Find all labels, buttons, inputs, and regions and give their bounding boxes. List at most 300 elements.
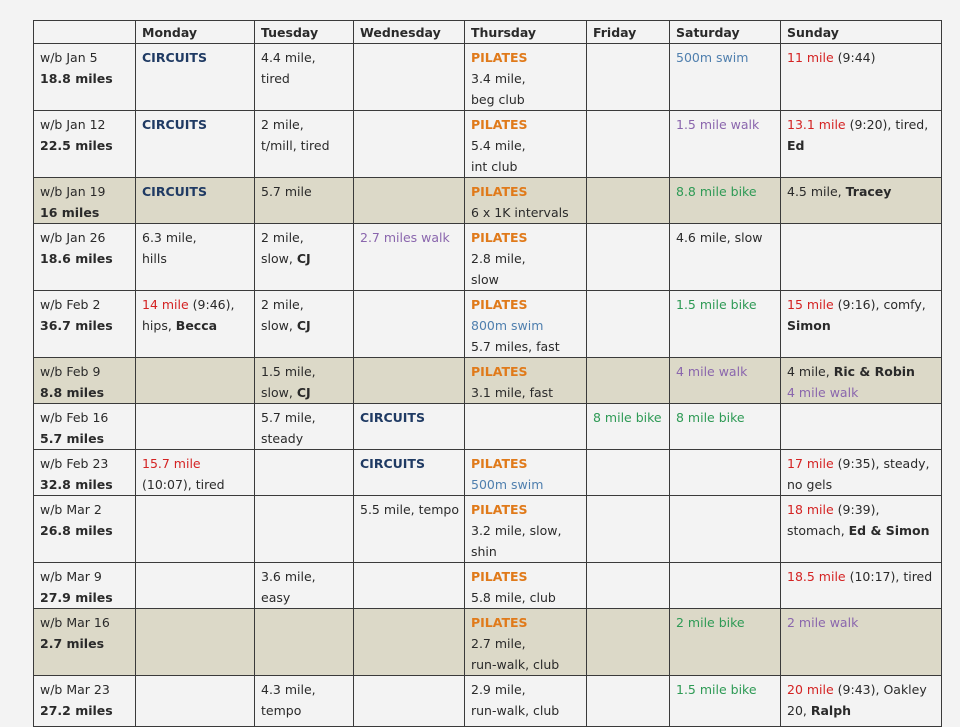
cell-thursday — [465, 44, 587, 111]
cell-line — [261, 181, 347, 202]
cell-text: 36.7 miles — [40, 318, 113, 333]
cell-text: stomach, — [787, 523, 849, 538]
cell-thursday — [465, 676, 587, 727]
cell-text: 16 miles — [40, 205, 100, 220]
cell-line — [787, 453, 935, 474]
cell-line — [787, 114, 935, 135]
cell-line — [261, 566, 347, 587]
cell-text: (9:43), Oakley — [833, 682, 927, 697]
cell-saturday — [670, 404, 781, 450]
cell-line — [471, 135, 580, 156]
cell-line — [360, 499, 458, 520]
cell-friday — [587, 450, 670, 496]
cell-wednesday — [354, 676, 465, 727]
cell-wednesday — [354, 224, 465, 291]
cell-text: w/b Mar 9 — [40, 569, 102, 584]
header-thursday: Thursday — [465, 21, 587, 44]
cell-text: int club — [471, 159, 518, 174]
cell-monday — [136, 496, 255, 563]
cell-text: run-walk, club — [471, 703, 560, 718]
cell-line — [471, 361, 580, 382]
cell-text: 18.5 mile — [787, 569, 846, 584]
cell-saturday — [670, 450, 781, 496]
cell-text: PILATES — [471, 364, 528, 379]
cell-saturday — [670, 178, 781, 224]
table-row — [34, 178, 942, 224]
cell-text: 20 mile — [787, 682, 834, 697]
cell-text: PILATES — [471, 615, 528, 630]
cell-line — [471, 114, 580, 135]
cell-line — [142, 315, 248, 336]
cell-week — [34, 609, 136, 676]
cell-text: 4.4 mile, — [261, 50, 316, 65]
cell-text: 8 mile bike — [593, 410, 662, 425]
cell-text: 3.1 mile, fast — [471, 385, 554, 400]
cell-line — [40, 407, 129, 428]
cell-text: 20, — [787, 703, 811, 718]
cell-wednesday — [354, 404, 465, 450]
header-sunday: Sunday — [781, 21, 942, 44]
cell-line — [142, 181, 248, 202]
cell-line — [142, 474, 248, 495]
cell-text: w/b Mar 23 — [40, 682, 110, 697]
cell-text: PILATES — [471, 569, 528, 584]
cell-line — [676, 114, 774, 135]
cell-line — [471, 587, 580, 608]
cell-monday — [136, 111, 255, 178]
cell-line — [676, 679, 774, 700]
cell-line — [471, 227, 580, 248]
cell-text: (9:16), comfy, — [833, 297, 926, 312]
cell-line — [787, 612, 935, 633]
cell-saturday — [670, 111, 781, 178]
cell-line — [471, 654, 580, 675]
cell-text: 5.7 mile — [261, 184, 312, 199]
cell-text: 8.8 mile bike — [676, 184, 757, 199]
cell-text: Ed & Simon — [848, 523, 930, 538]
cell-line — [471, 520, 580, 541]
cell-line — [40, 315, 129, 336]
cell-line — [471, 89, 580, 110]
cell-text: hills — [142, 251, 167, 266]
cell-thursday — [465, 224, 587, 291]
cell-monday — [136, 563, 255, 609]
cell-text: beg club — [471, 92, 525, 107]
cell-wednesday — [354, 450, 465, 496]
cell-line — [142, 453, 248, 474]
cell-text: 2 mile walk — [787, 615, 859, 630]
table-row — [34, 609, 942, 676]
table-row — [34, 676, 942, 727]
cell-line — [40, 202, 129, 223]
cell-text: 32.8 miles — [40, 477, 113, 492]
cell-text: 5.7 mile, — [261, 410, 316, 425]
cell-sunday — [781, 450, 942, 496]
cell-tuesday — [255, 111, 354, 178]
cell-text: 500m swim — [471, 477, 544, 492]
cell-week — [34, 676, 136, 727]
cell-monday — [136, 450, 255, 496]
cell-line — [261, 227, 347, 248]
cell-text: 1.5 mile walk — [676, 117, 760, 132]
cell-line — [787, 181, 935, 202]
cell-week — [34, 44, 136, 111]
cell-thursday — [465, 291, 587, 358]
cell-tuesday — [255, 563, 354, 609]
cell-week — [34, 291, 136, 358]
cell-tuesday — [255, 358, 354, 404]
cell-line — [471, 294, 580, 315]
cell-line — [40, 361, 129, 382]
cell-line — [787, 294, 935, 315]
cell-line — [40, 587, 129, 608]
cell-text: (10:07), tired — [142, 477, 225, 492]
cell-tuesday — [255, 44, 354, 111]
cell-sunday — [781, 563, 942, 609]
cell-text: 15.7 mile — [142, 456, 201, 471]
cell-line — [471, 202, 580, 223]
cell-friday — [587, 404, 670, 450]
cell-line — [471, 700, 580, 721]
cell-line — [40, 382, 129, 403]
cell-thursday — [465, 358, 587, 404]
cell-text: 18 mile — [787, 502, 834, 517]
cell-text: w/b Feb 23 — [40, 456, 109, 471]
cell-line — [676, 181, 774, 202]
cell-line — [261, 68, 347, 89]
cell-line — [142, 114, 248, 135]
cell-saturday — [670, 609, 781, 676]
cell-line — [40, 633, 129, 654]
cell-line — [787, 700, 935, 721]
cell-wednesday — [354, 291, 465, 358]
cell-line — [40, 453, 129, 474]
cell-text: 4 mile, — [787, 364, 834, 379]
cell-text: 18.6 miles — [40, 251, 113, 266]
cell-wednesday — [354, 358, 465, 404]
cell-line — [787, 47, 935, 68]
cell-saturday — [670, 563, 781, 609]
cell-saturday — [670, 44, 781, 111]
cell-monday — [136, 609, 255, 676]
cell-tuesday — [255, 496, 354, 563]
cell-text: 18.8 miles — [40, 71, 113, 86]
cell-line — [40, 47, 129, 68]
cell-line — [261, 135, 347, 156]
header-monday: Monday — [136, 21, 255, 44]
cell-line — [40, 181, 129, 202]
cell-text: (9:20), tired, — [845, 117, 929, 132]
cell-line — [261, 382, 347, 403]
cell-wednesday — [354, 111, 465, 178]
cell-week — [34, 178, 136, 224]
header-week — [34, 21, 136, 44]
cell-text: run-walk, club — [471, 657, 560, 672]
cell-text: w/b Jan 19 — [40, 184, 106, 199]
cell-thursday — [465, 563, 587, 609]
cell-thursday — [465, 496, 587, 563]
cell-line — [261, 407, 347, 428]
cell-sunday — [781, 676, 942, 727]
cell-week — [34, 358, 136, 404]
cell-line — [142, 227, 248, 248]
cell-text: CJ — [296, 251, 311, 266]
cell-line — [261, 679, 347, 700]
cell-sunday — [781, 404, 942, 450]
cell-wednesday — [354, 178, 465, 224]
cell-text: Ric & Robin — [833, 364, 915, 379]
cell-line — [471, 566, 580, 587]
cell-text: w/b Feb 2 — [40, 297, 101, 312]
cell-line — [40, 474, 129, 495]
cell-sunday — [781, 111, 942, 178]
cell-text: w/b Jan 26 — [40, 230, 106, 245]
cell-line — [471, 315, 580, 336]
cell-line — [40, 294, 129, 315]
cell-wednesday — [354, 44, 465, 111]
cell-line — [142, 248, 248, 269]
cell-text: 22.5 miles — [40, 138, 113, 153]
table-row — [34, 450, 942, 496]
cell-text: 13.1 mile — [787, 117, 846, 132]
cell-line — [471, 453, 580, 474]
cell-friday — [587, 44, 670, 111]
cell-line — [471, 474, 580, 495]
cell-line — [40, 520, 129, 541]
cell-monday — [136, 404, 255, 450]
cell-wednesday — [354, 609, 465, 676]
cell-text: hips, — [142, 318, 176, 333]
cell-text: 1.5 mile bike — [676, 297, 757, 312]
table-row — [34, 404, 942, 450]
cell-text: 4.3 mile, — [261, 682, 316, 697]
training-log-table — [33, 20, 942, 727]
cell-monday — [136, 676, 255, 727]
cell-friday — [587, 609, 670, 676]
table-row — [34, 291, 942, 358]
cell-text: 1.5 mile, — [261, 364, 316, 379]
cell-text: 3.2 mile, slow, — [471, 523, 562, 538]
cell-text: Ralph — [810, 703, 852, 718]
cell-line — [40, 566, 129, 587]
cell-line — [40, 428, 129, 449]
cell-line — [261, 700, 347, 721]
cell-friday — [587, 676, 670, 727]
cell-line — [471, 68, 580, 89]
cell-text: 6 x 1K intervals — [471, 205, 569, 220]
cell-line — [261, 361, 347, 382]
cell-week — [34, 563, 136, 609]
cell-line — [261, 114, 347, 135]
cell-text: tempo — [261, 703, 302, 718]
table-row — [34, 563, 942, 609]
cell-text: Becca — [175, 318, 218, 333]
cell-text: Simon — [787, 318, 831, 333]
cell-text: PILATES — [471, 502, 528, 517]
cell-line — [471, 541, 580, 562]
cell-text: w/b Feb 9 — [40, 364, 101, 379]
cell-text: shin — [471, 544, 497, 559]
cell-text: PILATES — [471, 456, 528, 471]
cell-friday — [587, 224, 670, 291]
cell-text: (10:17), tired — [845, 569, 933, 584]
cell-text: 2.7 mile, — [471, 636, 526, 651]
cell-text: 2.7 miles — [40, 636, 105, 651]
cell-friday — [587, 178, 670, 224]
cell-friday — [587, 496, 670, 563]
cell-friday — [587, 358, 670, 404]
cell-line — [40, 227, 129, 248]
cell-line — [471, 499, 580, 520]
cell-text: w/b Jan 12 — [40, 117, 106, 132]
table-row — [34, 111, 942, 178]
cell-line — [593, 407, 663, 428]
cell-line — [360, 227, 458, 248]
cell-line — [471, 47, 580, 68]
cell-line — [471, 612, 580, 633]
cell-week — [34, 111, 136, 178]
cell-sunday — [781, 44, 942, 111]
cell-thursday — [465, 450, 587, 496]
cell-text: 4 mile walk — [676, 364, 748, 379]
cell-saturday — [670, 496, 781, 563]
cell-text: 8.8 miles — [40, 385, 105, 400]
cell-line — [471, 181, 580, 202]
cell-line — [676, 294, 774, 315]
cell-text: 2.9 mile, — [471, 682, 526, 697]
cell-line — [676, 612, 774, 633]
cell-text: t/mill, tired — [261, 138, 330, 153]
cell-text: (9:46), — [188, 297, 235, 312]
cell-monday — [136, 178, 255, 224]
table-row — [34, 358, 942, 404]
cell-line — [676, 227, 774, 248]
cell-text: w/b Mar 2 — [40, 502, 102, 517]
cell-line — [471, 679, 580, 700]
cell-tuesday — [255, 178, 354, 224]
cell-line — [40, 612, 129, 633]
cell-line — [787, 315, 935, 336]
cell-text: easy — [261, 590, 291, 605]
table-body — [34, 44, 942, 727]
cell-week — [34, 496, 136, 563]
cell-tuesday — [255, 404, 354, 450]
cell-week — [34, 224, 136, 291]
cell-tuesday — [255, 450, 354, 496]
cell-text: 2 mile, — [261, 297, 304, 312]
cell-line — [261, 47, 347, 68]
cell-line — [261, 315, 347, 336]
cell-line — [676, 407, 774, 428]
cell-line — [40, 248, 129, 269]
cell-line — [261, 248, 347, 269]
cell-text: 2.7 miles walk — [360, 230, 450, 245]
cell-tuesday — [255, 609, 354, 676]
cell-text: CIRCUITS — [142, 184, 207, 199]
cell-friday — [587, 563, 670, 609]
cell-text: 5.5 mile, tempo — [360, 502, 459, 517]
table-row — [34, 224, 942, 291]
cell-tuesday — [255, 291, 354, 358]
cell-sunday — [781, 609, 942, 676]
cell-wednesday — [354, 496, 465, 563]
cell-line — [360, 453, 458, 474]
cell-text: PILATES — [471, 184, 528, 199]
cell-line — [40, 114, 129, 135]
header-tuesday: Tuesday — [255, 21, 354, 44]
cell-text: PILATES — [471, 117, 528, 132]
cell-week — [34, 450, 136, 496]
cell-line — [40, 700, 129, 721]
header-saturday: Saturday — [670, 21, 781, 44]
table-row — [34, 496, 942, 563]
cell-saturday — [670, 291, 781, 358]
cell-line — [261, 428, 347, 449]
cell-text: PILATES — [471, 297, 528, 312]
cell-line — [40, 68, 129, 89]
cell-text: 26.8 miles — [40, 523, 113, 538]
cell-line — [787, 382, 935, 403]
cell-line — [471, 248, 580, 269]
cell-text: 5.4 mile, — [471, 138, 526, 153]
cell-text: (9:44) — [833, 50, 876, 65]
cell-line — [787, 135, 935, 156]
cell-line — [471, 633, 580, 654]
cell-monday — [136, 358, 255, 404]
cell-text: 2 mile bike — [676, 615, 745, 630]
cell-line — [471, 156, 580, 177]
cell-text: 2 mile, — [261, 117, 304, 132]
table-row — [34, 44, 942, 111]
cell-text: CIRCUITS — [142, 117, 207, 132]
cell-text: slow, — [261, 251, 297, 266]
cell-text: 2.8 mile, — [471, 251, 526, 266]
header-wednesday: Wednesday — [354, 21, 465, 44]
cell-sunday — [781, 178, 942, 224]
cell-sunday — [781, 224, 942, 291]
cell-text: tired — [261, 71, 290, 86]
cell-line — [471, 382, 580, 403]
cell-text: 3.4 mile, — [471, 71, 526, 86]
cell-text: 5.7 miles — [40, 431, 105, 446]
cell-text: (9:39), — [833, 502, 880, 517]
cell-text: steady — [261, 431, 304, 446]
cell-text: w/b Jan 5 — [40, 50, 98, 65]
cell-thursday — [465, 404, 587, 450]
cell-text: 6.3 mile, — [142, 230, 197, 245]
cell-line — [40, 499, 129, 520]
cell-text: 27.2 miles — [40, 703, 113, 718]
cell-thursday — [465, 609, 587, 676]
cell-line — [261, 587, 347, 608]
cell-line — [142, 47, 248, 68]
cell-text: CJ — [296, 385, 311, 400]
cell-text: no gels — [787, 477, 833, 492]
cell-line — [676, 361, 774, 382]
cell-text: 3.6 mile, — [261, 569, 316, 584]
cell-text: slow — [471, 272, 499, 287]
cell-saturday — [670, 676, 781, 727]
cell-text: Tracey — [845, 184, 892, 199]
cell-line — [787, 361, 935, 382]
cell-text: CIRCUITS — [142, 50, 207, 65]
cell-line — [261, 294, 347, 315]
cell-text: 4.5 mile, — [787, 184, 846, 199]
cell-week — [34, 404, 136, 450]
cell-text: CJ — [296, 318, 311, 333]
cell-text: 800m swim — [471, 318, 544, 333]
cell-text: 14 mile — [142, 297, 189, 312]
